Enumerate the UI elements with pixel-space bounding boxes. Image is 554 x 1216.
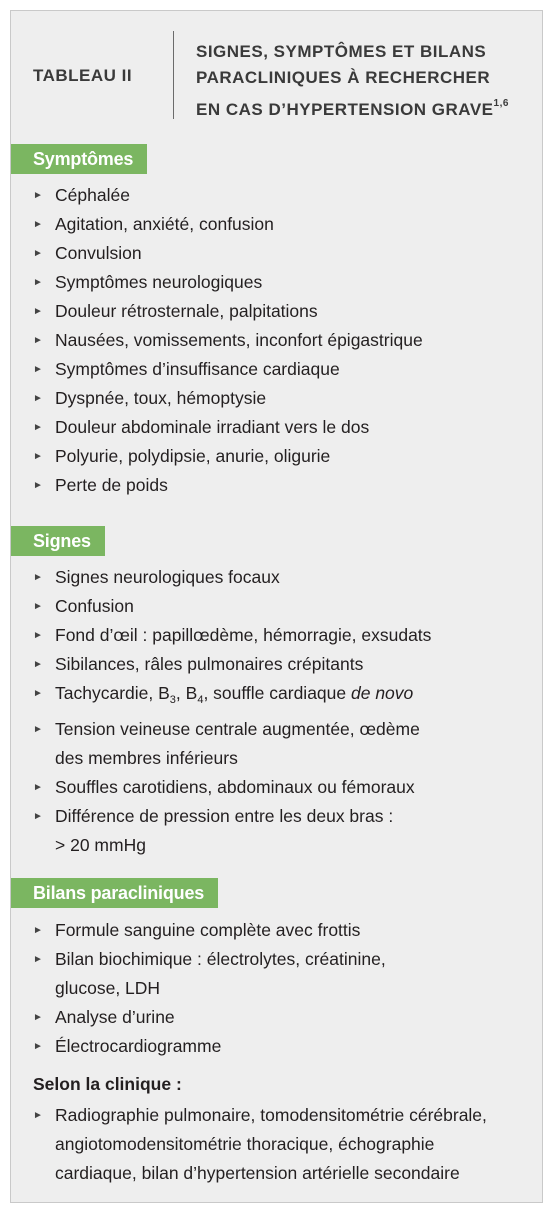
- list-item: ► Dyspnée, toux, hémoptysie: [11, 384, 531, 413]
- table-number-label: TABLEAU II: [33, 66, 133, 85]
- bullet-icon: ►: [33, 190, 43, 201]
- bullet-icon: ►: [33, 782, 43, 793]
- bullet-icon: ►: [33, 480, 43, 491]
- bullet-icon: ►: [33, 277, 43, 288]
- list-item: ► Perte de poids: [11, 471, 531, 500]
- symptomes-list: [11, 181, 531, 500]
- section-heading-symptomes: Symptômes: [11, 144, 147, 174]
- table-title: [196, 39, 509, 123]
- bullet-icon: ►: [33, 1012, 43, 1023]
- list-item: ► Signes neurologiques focaux: [11, 563, 531, 592]
- list-item: ► Différence de pression entre les deux bras : > 20 mmHg: [11, 802, 531, 860]
- section-heading-bilans: Bilans paracliniques: [11, 878, 218, 908]
- list-item: ► Formule sanguine complète avec frottis: [11, 916, 531, 945]
- list-item: ► Radiographie pulmonaire, tomodensitométrie cérébrale, angiotomodensitométrie thoracique, échographie cardiaque, bilan d’hypertension artérielle secondaire: [11, 1101, 531, 1188]
- bullet-icon: ►: [33, 335, 43, 346]
- bullet-icon: ►: [33, 630, 43, 641]
- table-panel: [10, 10, 543, 1203]
- title-line-3: EN CAS D’HYPERTENSION GRAVE: [196, 100, 494, 119]
- bullet-icon: ►: [33, 925, 43, 936]
- bullet-icon: ►: [33, 393, 43, 404]
- list-item: ► Confusion: [11, 592, 531, 621]
- bullet-icon: ►: [33, 811, 43, 822]
- list-item: ► Symptômes neurologiques: [11, 268, 531, 297]
- clinique-list: [11, 1101, 531, 1188]
- list-item: ► Sibilances, râles pulmonaires crépitants: [11, 650, 531, 679]
- list-item: ► Convulsion: [11, 239, 531, 268]
- title-references: 1,6: [493, 98, 509, 109]
- bullet-icon: ►: [33, 422, 43, 433]
- title-line-2: PARACLINIQUES À RECHERCHER: [196, 68, 491, 87]
- table-header: [11, 11, 544, 136]
- list-item: ► Symptômes d’insuffisance cardiaque: [11, 355, 531, 384]
- bullet-icon: ►: [33, 688, 43, 699]
- bullet-icon: ►: [33, 724, 43, 735]
- list-item: ► Souffles carotidiens, abdominaux ou fémoraux: [11, 773, 531, 802]
- bullet-icon: ►: [33, 954, 43, 965]
- header-divider: [173, 31, 174, 119]
- bullet-icon: ►: [33, 659, 43, 670]
- section-heading-signes: Signes: [11, 526, 105, 556]
- list-item: ► Polyurie, polydipsie, anurie, oligurie: [11, 442, 531, 471]
- list-item: ► Fond d’œil : papillœdème, hémorragie, exsudats: [11, 621, 531, 650]
- list-item: ► Électrocardiogramme: [11, 1032, 531, 1061]
- list-item: ► Douleur abdominale irradiant vers le dos: [11, 413, 531, 442]
- bullet-icon: ►: [33, 248, 43, 259]
- bullet-icon: ►: [33, 451, 43, 462]
- bullet-icon: ►: [33, 219, 43, 230]
- list-item: ► Douleur rétrosternale, palpitations: [11, 297, 531, 326]
- bullet-icon: ►: [33, 1041, 43, 1052]
- list-item: ► Bilan biochimique : électrolytes, créatinine, glucose, LDH: [11, 945, 531, 1003]
- bullet-icon: ►: [33, 601, 43, 612]
- selon-la-clinique-label: Selon la clinique :: [33, 1074, 182, 1094]
- bullet-icon: ►: [33, 306, 43, 317]
- list-item: ► Agitation, anxiété, confusion: [11, 210, 531, 239]
- list-item: ► Tension veineuse centrale augmentée, œdème des membres inférieurs: [11, 715, 531, 773]
- signes-list: [11, 563, 531, 860]
- bullet-icon: ►: [33, 572, 43, 583]
- bilans-list: [11, 916, 531, 1061]
- bullet-icon: ►: [33, 1110, 43, 1121]
- list-item: ► Nausées, vomissements, inconfort épigastrique: [11, 326, 531, 355]
- list-item-tachycardie: ► Tachycardie, $B_3$, $B_4$, souffle cardiaque de novo: [11, 679, 531, 715]
- title-line-1: SIGNES, SYMPTÔMES ET BILANS: [196, 42, 487, 61]
- bullet-icon: ►: [33, 364, 43, 375]
- list-item: ► Analyse d’urine: [11, 1003, 531, 1032]
- list-item: ► Céphalée: [11, 181, 531, 210]
